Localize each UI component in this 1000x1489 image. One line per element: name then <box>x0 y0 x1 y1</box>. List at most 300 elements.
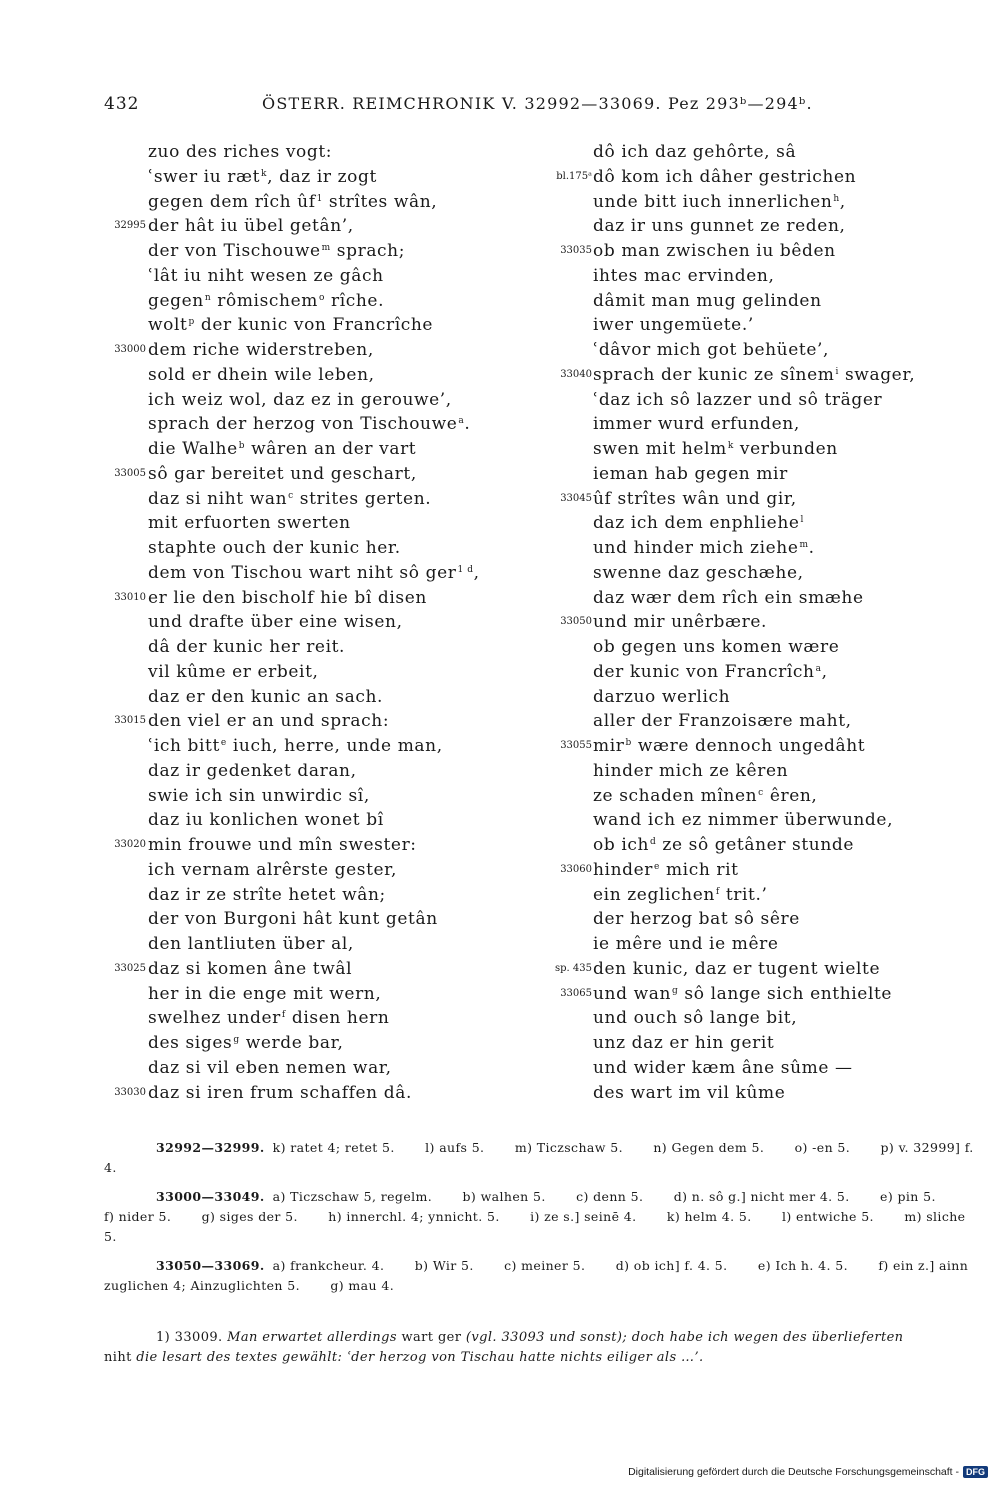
verse-text <box>148 1081 412 1106</box>
footnote-marker: g <box>233 1035 240 1045</box>
note-item: a) Ticzschaw 5, regelm. <box>272 1189 433 1204</box>
line-number: 33065 <box>560 987 592 999</box>
verse-line <box>548 932 968 957</box>
verse-fragment: die Walhe <box>148 439 238 459</box>
verse-fragment: daz wær dem rîch ein smæhe <box>593 587 864 608</box>
verse-line <box>104 437 524 462</box>
footnote-marker: p <box>188 317 195 328</box>
footnote-marker: a <box>458 416 465 427</box>
verse-line <box>548 165 968 190</box>
verse-line <box>104 462 524 487</box>
footnote-plain-2: niht <box>104 1350 137 1365</box>
footnote-marker: b <box>238 441 246 451</box>
verse-line <box>548 388 968 413</box>
verse-fragment: der von Tischouwe <box>148 241 321 261</box>
verse-text <box>593 808 893 833</box>
verse-line <box>548 586 968 611</box>
footnote-marker: f <box>715 886 720 897</box>
verse-fragment: ze sô getâner stunde <box>656 835 855 855</box>
verse-line <box>548 190 968 215</box>
verse-line <box>104 1056 524 1081</box>
verse-line <box>548 264 968 289</box>
footnote-marker: i <box>835 366 839 377</box>
verse-fragment: mir <box>593 736 625 756</box>
note-item: k) helm 4. 5. <box>666 1209 752 1224</box>
note-item: c) meiner 5. <box>504 1258 586 1273</box>
verse-text <box>148 833 417 858</box>
verse-text <box>148 140 332 165</box>
verse-fragment: ob man zwischen iu bêden <box>593 241 836 261</box>
verse-line <box>104 363 524 388</box>
verse-fragment: mit erfuorten swerten <box>148 513 351 534</box>
verse-line <box>104 313 524 338</box>
page-number: 432 <box>104 94 140 114</box>
note-item: e) pin 5. <box>880 1189 936 1204</box>
verse-text <box>148 264 384 289</box>
verse-line <box>548 1081 968 1106</box>
verse-fragment: immer wurd erfunden, <box>593 414 800 435</box>
verse-fragment: ʿdâvor mich got behüete’, <box>593 340 829 360</box>
note-item: o) -en 5. <box>794 1140 851 1155</box>
note-item: l) entwiche 5. <box>781 1209 874 1224</box>
verse-fragment: ze schaden mînen <box>593 785 758 806</box>
line-number: 33005 <box>114 467 146 479</box>
verse-fragment: aller der Franzoisære maht, <box>593 711 852 732</box>
verse-line <box>104 1006 524 1031</box>
verse-fragment: swen mit helm <box>593 439 727 459</box>
verse-line <box>104 1031 524 1056</box>
verse-fragment: unde bitt iuch innerlichen <box>593 191 833 212</box>
line-number: 33000 <box>114 344 146 355</box>
verse-text <box>593 140 796 165</box>
verse-text <box>593 1081 785 1106</box>
verse-fragment: ob ich <box>593 835 650 855</box>
verse-fragment: ʿdaz ich sô lazzer und sô träger <box>593 389 883 410</box>
verse-text <box>148 338 374 363</box>
footnote <box>104 1328 974 1368</box>
verse-fragment: dâmit man mug gelinden <box>593 290 822 311</box>
verse-text <box>593 462 788 487</box>
note-item: m) sliche 5. <box>104 1209 966 1244</box>
verse-line <box>548 759 968 784</box>
verse-fragment: daz ir ze strîte hetet wân; <box>148 884 386 905</box>
verse-fragment: mich rit <box>659 859 739 880</box>
note-range: 32992—32999. <box>156 1140 265 1155</box>
verse-line <box>104 140 524 165</box>
verse-line <box>104 289 524 314</box>
verse-text <box>593 239 836 264</box>
verse-line <box>104 190 524 215</box>
verse-fragment: rômischem <box>211 290 318 311</box>
note-item: f) ein z.] ainn zuglichen 4; Ainzuglichten 5. <box>104 1258 969 1293</box>
verse-fragment: und hinder mich ziehe <box>593 538 799 558</box>
verse-text <box>593 487 797 512</box>
verse-fragment: , <box>473 562 480 583</box>
verse-fragment: daz si iren frum schaffen dâ. <box>148 1082 412 1103</box>
verse-line <box>104 610 524 635</box>
verse-text <box>148 1031 343 1056</box>
verse-line <box>548 437 968 462</box>
verse-fragment: und ouch sô lange bit, <box>593 1008 798 1029</box>
verse-text <box>148 660 319 685</box>
verse-text <box>593 536 815 561</box>
footnote-marker: n <box>204 292 212 303</box>
footnote-italic-1: Man erwartet allerdings <box>227 1330 397 1345</box>
verse-fragment: der von Burgoni hât kunt getân <box>148 909 438 930</box>
verse-fragment: dô ich daz gehôrte, sâ <box>593 142 797 162</box>
verse-line <box>548 709 968 734</box>
footnote-marker: c <box>288 490 294 501</box>
verse-fragment: ʿich bitt <box>148 736 220 756</box>
verse-fragment: wære dennoch ungedâht <box>631 736 866 756</box>
line-number: 33030 <box>114 1086 146 1098</box>
verse-fragment: swelhez under <box>148 1008 281 1029</box>
verse-text <box>593 685 730 710</box>
verse-fragment: her in die enge mit wern, <box>148 983 382 1004</box>
verse-text <box>148 586 427 611</box>
verse-text <box>148 883 386 908</box>
footnote-italic-2: (vgl. 33093 und sonst); doch habe ich wegen des überlieferten <box>465 1330 904 1345</box>
note-range: 33050—33069. <box>156 1258 265 1273</box>
footnote-marker: d <box>650 837 657 847</box>
verse-fragment: ihtes mac ervinden, <box>593 265 775 286</box>
verse-fragment: daz ir uns gunnet ze reden, <box>593 216 846 237</box>
verse-fragment: des siges <box>148 1033 233 1053</box>
verse-line <box>548 957 968 982</box>
footnote-marker: o <box>318 292 325 303</box>
verse-text <box>593 214 846 239</box>
line-number: 33010 <box>114 591 146 603</box>
verse-text <box>593 190 846 215</box>
verse-fragment: ich vernam alrêrste gester, <box>148 859 398 880</box>
verse-text <box>593 858 739 883</box>
verse-fragment: wolt <box>148 315 188 336</box>
verse-fragment: sô gar bereitet und geschart, <box>148 463 417 484</box>
verse-text <box>593 1006 797 1031</box>
verse-line <box>104 808 524 833</box>
verse-text <box>593 932 779 957</box>
note-item: f) nider 5. <box>104 1209 172 1224</box>
verse-line <box>548 487 968 512</box>
note-item: d) ob ich] f. 4. 5. <box>615 1258 728 1273</box>
verse-fragment: rîche. <box>324 290 385 311</box>
footnote-marker: e <box>220 738 227 748</box>
note-item: b) walhen 5. <box>462 1189 546 1204</box>
credit-text: Digitalisierung gefördert durch die Deutsche Forschungsgemeinschaft - <box>628 1466 959 1478</box>
verse-fragment: , <box>821 661 828 682</box>
verse-line <box>548 635 968 660</box>
verse-fragment: ʿlât iu niht wesen ze gâch <box>148 265 384 286</box>
note-item: g) mau 4. <box>330 1278 395 1293</box>
verse-line <box>548 214 968 239</box>
verse-fragment: und mir unêrbære. <box>593 612 768 633</box>
verse-fragment: wand ich ez nimmer überwunde, <box>593 810 894 831</box>
verse-fragment: , daz ir zogt <box>267 166 377 187</box>
verse-text <box>593 1031 774 1056</box>
verse-fragment: und drafte über eine wisen, <box>148 612 403 633</box>
line-number: 33035 <box>560 245 592 256</box>
verse-fragment: daz si komen âne twâl <box>148 958 353 979</box>
verse-fragment: daz er den kunic an sach. <box>148 686 384 707</box>
verse-line <box>104 165 524 190</box>
verse-text <box>593 759 788 784</box>
line-number: 33020 <box>114 839 146 850</box>
verse-fragment: disen hern <box>285 1008 390 1029</box>
verse-text <box>593 660 828 685</box>
line-number: bl.175ᵃ <box>556 170 592 182</box>
verse-text <box>593 982 892 1007</box>
verse-text <box>148 1056 392 1081</box>
verse-text <box>593 264 774 289</box>
verse-fragment: swager, <box>838 364 916 385</box>
verse-fragment: ob gegen uns komen wære <box>593 637 840 657</box>
footnote-marker: b <box>625 738 632 748</box>
verse-fragment: ʿswer iu ræt <box>148 166 261 187</box>
digitization-credit <box>628 1466 988 1478</box>
verse-line <box>548 660 968 685</box>
verse-line <box>104 883 524 908</box>
verse-line <box>104 709 524 734</box>
line-number: 33050 <box>560 616 592 628</box>
verse-fragment: der kunic von Francrîch <box>593 661 815 682</box>
verse-line <box>548 784 968 809</box>
verse-line <box>548 511 968 536</box>
verse-fragment: êren, <box>763 785 818 806</box>
note-item: e) Ich h. 4. 5. <box>757 1258 848 1273</box>
verse-line <box>104 685 524 710</box>
verse-fragment: werde bar, <box>239 1033 344 1053</box>
critical-apparatus <box>104 1138 974 1305</box>
note-item: b) Wir 5. <box>414 1258 474 1273</box>
verse-fragment: des wart im vil kûme <box>593 1082 786 1103</box>
verse-line <box>548 1056 968 1081</box>
verse-line <box>548 858 968 883</box>
verse-line <box>104 338 524 363</box>
dfg-logo: DFG <box>963 1466 988 1478</box>
verse-line <box>548 734 968 759</box>
note-item: d) n. sô g.] nicht mer 4. 5. <box>673 1189 850 1204</box>
verse-text <box>148 388 452 413</box>
verse-fragment: wâren an der vart <box>245 439 417 459</box>
verse-text <box>593 511 804 536</box>
verse-text <box>148 858 397 883</box>
verse-line <box>104 833 524 858</box>
verse-text <box>148 759 357 784</box>
line-number: sp. 435 <box>555 962 592 974</box>
verse-line <box>548 140 968 165</box>
verse-fragment: ein zeglichen <box>593 884 715 905</box>
verse-line <box>548 883 968 908</box>
verse-line <box>104 660 524 685</box>
verse-fragment: dem von Tischou wart niht sô ger <box>148 562 457 583</box>
verse-text <box>148 561 480 586</box>
footnote-marker: e <box>654 861 660 872</box>
verse-line <box>548 561 968 586</box>
verse-fragment: , <box>839 191 846 212</box>
verse-fragment: unz daz er hin gerit <box>593 1033 775 1053</box>
verse-text <box>148 536 401 561</box>
verse-line <box>548 289 968 314</box>
verse-text <box>148 734 443 759</box>
note-item: g) siges der 5. <box>201 1209 298 1224</box>
verse-text <box>148 462 417 487</box>
verse-fragment: swenne daz geschæhe, <box>593 562 804 583</box>
verse-line <box>104 1081 524 1106</box>
verse-text <box>148 363 375 388</box>
verse-text <box>148 957 352 982</box>
footnote-label: 1) 33009. <box>156 1330 223 1345</box>
verse-line <box>104 586 524 611</box>
verse-fragment: gegen dem rîch ûf <box>148 191 316 212</box>
verse-text <box>593 610 767 635</box>
verse-fragment: ieman hab gegen mir <box>593 463 788 484</box>
verse-fragment: ie mêre und ie mêre <box>593 934 779 954</box>
verse-fragment: den viel er an und sprach: <box>148 711 390 732</box>
verse-fragment: daz ich dem enphliehe <box>593 513 800 534</box>
verse-fragment: ûf strîtes wân und gir, <box>593 488 797 509</box>
verse-line <box>104 239 524 264</box>
verse-text <box>148 932 354 957</box>
verse-fragment: daz si vil eben nemen war, <box>148 1057 392 1078</box>
verse-line <box>548 462 968 487</box>
verse-text <box>593 363 915 388</box>
verse-text <box>593 561 804 586</box>
verse-fragment: hinder <box>593 859 654 880</box>
verse-text <box>593 338 829 363</box>
verse-text <box>593 388 882 413</box>
line-number: 33025 <box>114 962 146 974</box>
verse-text <box>148 437 416 462</box>
verse-text <box>593 289 822 314</box>
verse-text <box>148 610 403 635</box>
note-item: c) denn 5. <box>576 1189 644 1204</box>
verse-line <box>104 214 524 239</box>
verse-text <box>148 709 389 734</box>
verse-text <box>148 313 433 338</box>
verse-fragment: iwer ungemüete.’ <box>593 315 754 336</box>
verse-text <box>593 437 838 462</box>
verse-text <box>148 165 377 190</box>
verse-fragment: dem riche widerstreben, <box>148 340 374 360</box>
verse-fragment: dâ der kunic her reit. <box>148 637 346 657</box>
verse-text <box>593 1056 853 1081</box>
verse-fragment: daz iu konlichen wonet bî <box>148 810 384 831</box>
verse-text <box>593 784 817 809</box>
verse-fragment: strites gerten. <box>293 488 432 509</box>
verse-line <box>104 412 524 437</box>
verse-line <box>548 982 968 1007</box>
verse-fragment: und wider kæm âne sûme — <box>593 1057 853 1078</box>
running-head: ÖSTERR. REIMCHRONIK V. 32992—33069. Pez 293ᵇ—294ᵇ. <box>262 94 813 113</box>
line-number: 32995 <box>114 220 146 232</box>
verse-fragment: hinder mich ze kêren <box>593 760 789 781</box>
verse-line <box>548 338 968 363</box>
verse-line <box>104 487 524 512</box>
verse-fragment: verbunden <box>733 439 838 459</box>
footnote-marker: m <box>321 243 331 253</box>
verse-text <box>593 957 880 982</box>
verse-fragment: den lantliuten über al, <box>148 934 354 954</box>
verse-line <box>548 1006 968 1031</box>
verse-text <box>593 165 856 190</box>
footnote-marker: a <box>815 663 822 674</box>
verse-text <box>593 313 754 338</box>
verse-text <box>148 808 384 833</box>
note-item: p) v. 32999] f. 4. <box>104 1140 974 1175</box>
verse-text <box>148 685 383 710</box>
verse-line <box>548 833 968 858</box>
verse-line <box>104 635 524 660</box>
verse-line <box>104 982 524 1007</box>
verse-fragment: swie ich sin unwirdic sî, <box>148 785 370 806</box>
verse-fragment: dô kom ich dâher gestrichen <box>593 166 857 187</box>
footnote-marker: 1 <box>316 193 323 204</box>
verse-fragment: daz si niht wan <box>148 488 288 509</box>
verse-fragment: . <box>808 538 815 558</box>
verse-line <box>104 784 524 809</box>
verse-line <box>548 412 968 437</box>
note-item: l) aufs 5. <box>425 1140 485 1155</box>
verse-fragment: iuch, herre, unde man, <box>226 736 443 756</box>
left-column <box>104 140 524 1105</box>
verse-fragment: darzuo werlich <box>593 686 731 707</box>
verse-fragment: sprach der herzog von Tischouwe <box>148 414 458 435</box>
verse-text <box>148 487 431 512</box>
verse-fragment: den kunic, daz er tugent wielte <box>593 958 881 979</box>
verse-line <box>104 734 524 759</box>
verse-text <box>148 1006 389 1031</box>
line-number: 33040 <box>560 368 592 380</box>
footnote-marker: 1 d <box>457 564 474 575</box>
line-number: 33060 <box>560 863 592 875</box>
verse-text <box>593 586 864 611</box>
line-number: 33055 <box>560 740 592 751</box>
verse-text <box>148 907 438 932</box>
verse-line <box>104 759 524 784</box>
verse-text <box>593 907 800 932</box>
footnote-marker: h <box>833 193 840 204</box>
verse-fragment: . <box>464 414 471 435</box>
verse-text <box>148 190 437 215</box>
verse-fragment: ich weiz wol, daz ez in gerouwe’, <box>148 389 452 410</box>
verse-line <box>548 363 968 388</box>
verse-text <box>148 214 354 239</box>
verse-line <box>548 536 968 561</box>
verse-fragment: vil kûme er erbeit, <box>148 661 319 682</box>
verse-line <box>548 907 968 932</box>
verse-line <box>104 388 524 413</box>
verse-line <box>548 808 968 833</box>
verse-fragment: der kunic von Francrîche <box>194 315 434 336</box>
note-block <box>104 1187 974 1247</box>
right-column <box>548 140 968 1105</box>
footnote-plain-1: wart ger <box>396 1330 466 1345</box>
verse-fragment: sprach; <box>330 241 406 261</box>
note-item: m) Ticzschaw 5. <box>514 1140 623 1155</box>
verse-fragment: der herzog bat sô sêre <box>593 909 800 930</box>
footnote-marker: l <box>800 515 805 526</box>
note-block <box>104 1138 974 1178</box>
verse-line <box>548 610 968 635</box>
verse-fragment: zuo des riches vogt: <box>148 142 333 162</box>
footnote-marker: c <box>758 787 764 798</box>
verse-text <box>593 734 865 759</box>
line-number: 33045 <box>560 492 592 504</box>
verse-fragment: gegen <box>148 290 204 311</box>
verse-fragment: sprach der kunic ze sînem <box>593 364 835 385</box>
verse-line <box>104 907 524 932</box>
verse-line <box>104 264 524 289</box>
